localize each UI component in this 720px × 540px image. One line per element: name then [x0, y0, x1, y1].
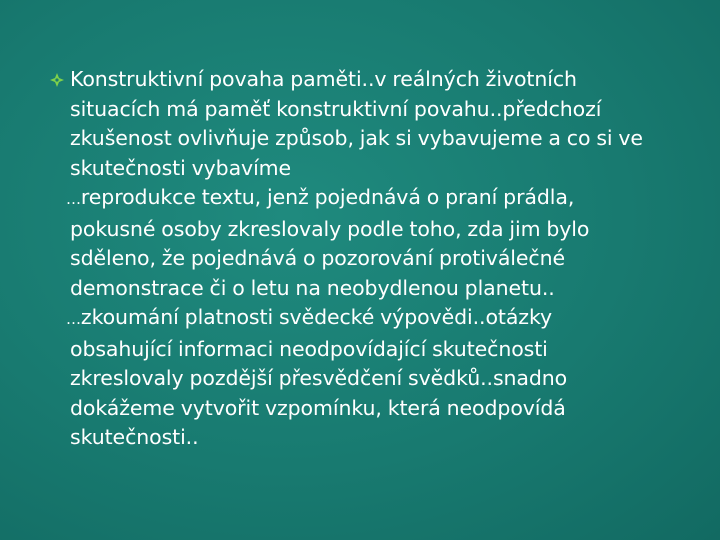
paragraph3-first-line [66, 303, 690, 335]
paragraph1-line: skutečnosti vybavíme [70, 155, 292, 180]
paragraph1-line: Konstruktivní povaha paměti..v reálných životních [70, 67, 577, 91]
paragraph2-line: sděleno, že pojednává o pozorování protiválečné [70, 246, 565, 270]
paragraph3-line: skutečnosti.. [70, 425, 199, 449]
paragraph1-line: zkušenost ovlivňuje způsob, jak si vybavujeme a co si ve [70, 126, 643, 150]
paragraph3-line: zkoumání platnosti svědecké výpovědi..otázky [80, 305, 553, 329]
paragraph2-line: reprodukce textu, jenž pojednává o praní prádla, [80, 185, 575, 209]
ellipsis-prefix: … [66, 310, 81, 328]
paragraph2-first-line [66, 183, 690, 215]
diamond-bullet-icon [49, 72, 65, 88]
paragraph2-line: pokusné osoby zkreslovaly podle toho, zda jim bylo [70, 216, 590, 241]
slide-body-text [66, 65, 690, 453]
paragraph1-line: situacích má paměť konstruktivní povahu..předchozí [70, 96, 602, 121]
ellipsis-prefix: … [66, 190, 81, 208]
paragraph3-line: zkreslovaly pozdější přesvědčení svědků..snadno [70, 366, 568, 390]
paragraph3-line: obsahující informaci neodpovídající skutečnosti [70, 336, 548, 361]
paragraph3-line: dokážeme vytvořit vzpomínku, která neodpovídá [70, 395, 566, 420]
paragraph2-line: demonstrace či o letu na neobydlenou planetu.. [70, 275, 555, 300]
